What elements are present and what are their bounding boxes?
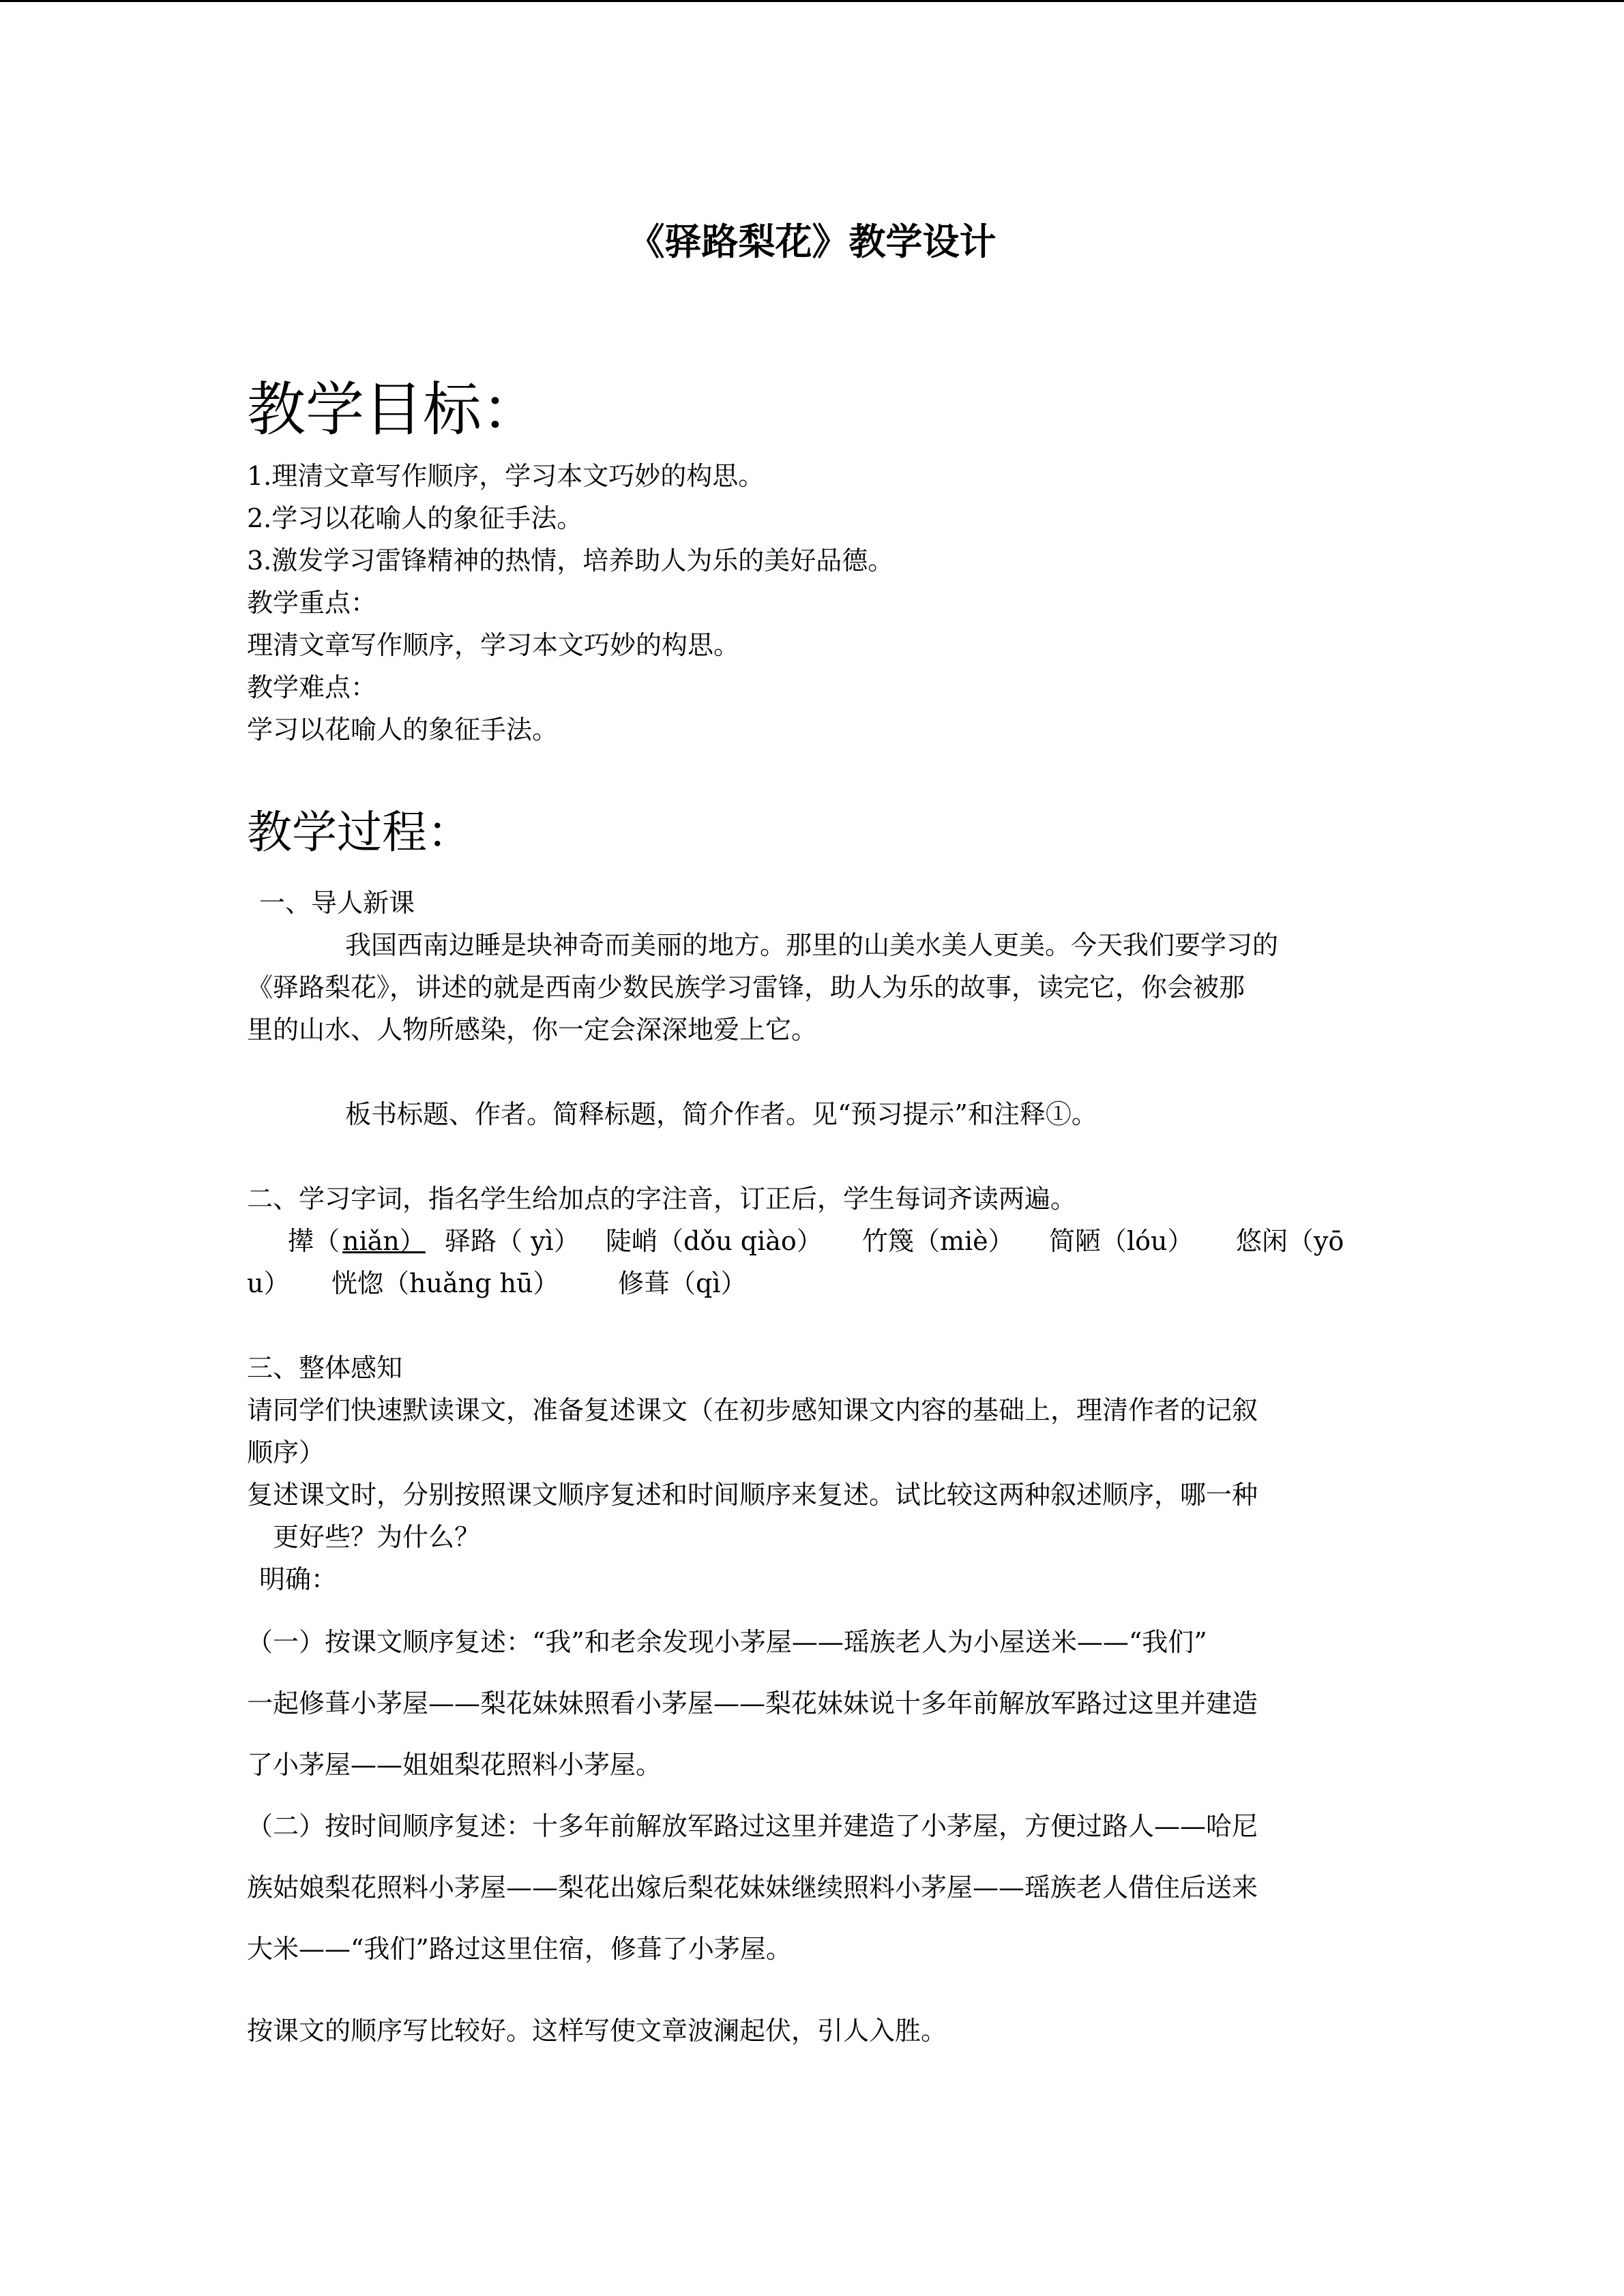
order2-line: （二）按时间顺序复述：十多年前解放军路过这里并建造了小茅屋，方便过路人——哈尼 <box>247 1811 1258 1841</box>
section3-question-line: 更好些？为什么？ <box>273 1522 481 1552</box>
key-point-label: 教学重点： <box>247 588 377 618</box>
section1-paragraph-line: 里的山水、人物所感染，你一定会深深地爱上它。 <box>247 1015 818 1045</box>
goals-heading: 教学目标： <box>247 376 540 444</box>
section3-heading: 三、整体感知 <box>247 1353 403 1383</box>
clarify-label: 明确： <box>259 1564 338 1594</box>
order1-line: （一）按课文顺序复述：“我”和老余发现小茅屋——瑶族老人为小屋送米——“我们” <box>247 1627 1207 1657</box>
vocabulary-row <box>247 1266 1379 1300</box>
section3-intro-line: 顺序） <box>247 1437 325 1467</box>
difficulty-text: 学习以花喻人的象征手法。 <box>247 715 559 745</box>
process-heading: 教学过程： <box>247 806 472 859</box>
goal-item: 2.学习以花喻人的象征手法。 <box>247 503 583 533</box>
order1-line: 一起修葺小茅屋——梨花妹妹照看小茅屋——梨花妹妹说十多年前解放军路过这里并建造 <box>247 1688 1258 1718</box>
goal-item: 3.激发学习雷锋精神的热情，培养助人为乐的美好品德。 <box>247 546 894 576</box>
vocabulary-word: 竹篾（miè） <box>862 1226 1014 1256</box>
order2-line: 大米——“我们”路过这里住宿，修葺了小茅屋。 <box>247 1934 792 1964</box>
key-point-text: 理清文章写作顺序，学习本文巧妙的构思。 <box>247 630 740 660</box>
vocabulary-word: 简陋（lóu） <box>1049 1226 1194 1256</box>
section1-heading: 一、导人新课 <box>259 888 415 918</box>
vocabulary-word: 修葺（qì） <box>618 1268 747 1298</box>
vocabulary-row <box>247 1224 1379 1258</box>
vocabulary-word: u） <box>247 1268 290 1298</box>
difficulty-label: 教学难点： <box>247 672 377 702</box>
document-title: 《驿路梨花》教学设计 <box>628 220 996 263</box>
vocabulary-word: 悠闲（yō <box>1236 1226 1344 1256</box>
conclusion-text: 按课文的顺序写比较好。这样写使文章波澜起伏，引人入胜。 <box>247 2016 947 2046</box>
vocabulary-word: 驿路（ yì） <box>445 1226 580 1256</box>
vocabulary-word: 恍惚（huǎng hū） <box>331 1268 559 1298</box>
word-char: 撵（ <box>288 1226 340 1256</box>
board-note: 板书标题、作者。简释标题，简介作者。见“预习提示”和注释①。 <box>345 1099 1097 1129</box>
order1-line: 了小茅屋——姐姐梨花照料小茅屋。 <box>247 1750 662 1780</box>
section2-heading: 二、学习字词，指名学生给加点的字注音，订正后，学生每词齐读两遍。 <box>247 1184 1077 1214</box>
goal-item: 1.理清文章写作顺序，学习本文巧妙的构思。 <box>247 461 765 491</box>
vocabulary-word: 陡峭（dǒu qiào） <box>606 1226 823 1256</box>
section1-paragraph-line: 我国西南边睡是块神奇而美丽的地方。那里的山美水美人更美。今天我们要学习的 <box>345 930 1279 960</box>
word-pinyin-underlined: niǎn） <box>342 1226 426 1256</box>
section1-paragraph-line: 《驿路梨花》，讲述的就是西南少数民族学习雷锋，助人为乐的故事，读完它，你会被那 <box>247 972 1245 1002</box>
section3-intro-line: 请同学们快速默读课文，准备复述课文（在初步感知课文内容的基础上，理清作者的记叙 <box>247 1395 1258 1425</box>
order2-line: 族姑娘梨花照料小茅屋——梨花出嫁后梨花妹妹继续照料小茅屋——瑶族老人借住后送来 <box>247 1873 1258 1903</box>
section3-question-line: 复述课文时，分别按照课文顺序复述和时间顺序来复述。试比较这两种叙述顺序，哪一种 <box>247 1480 1258 1510</box>
